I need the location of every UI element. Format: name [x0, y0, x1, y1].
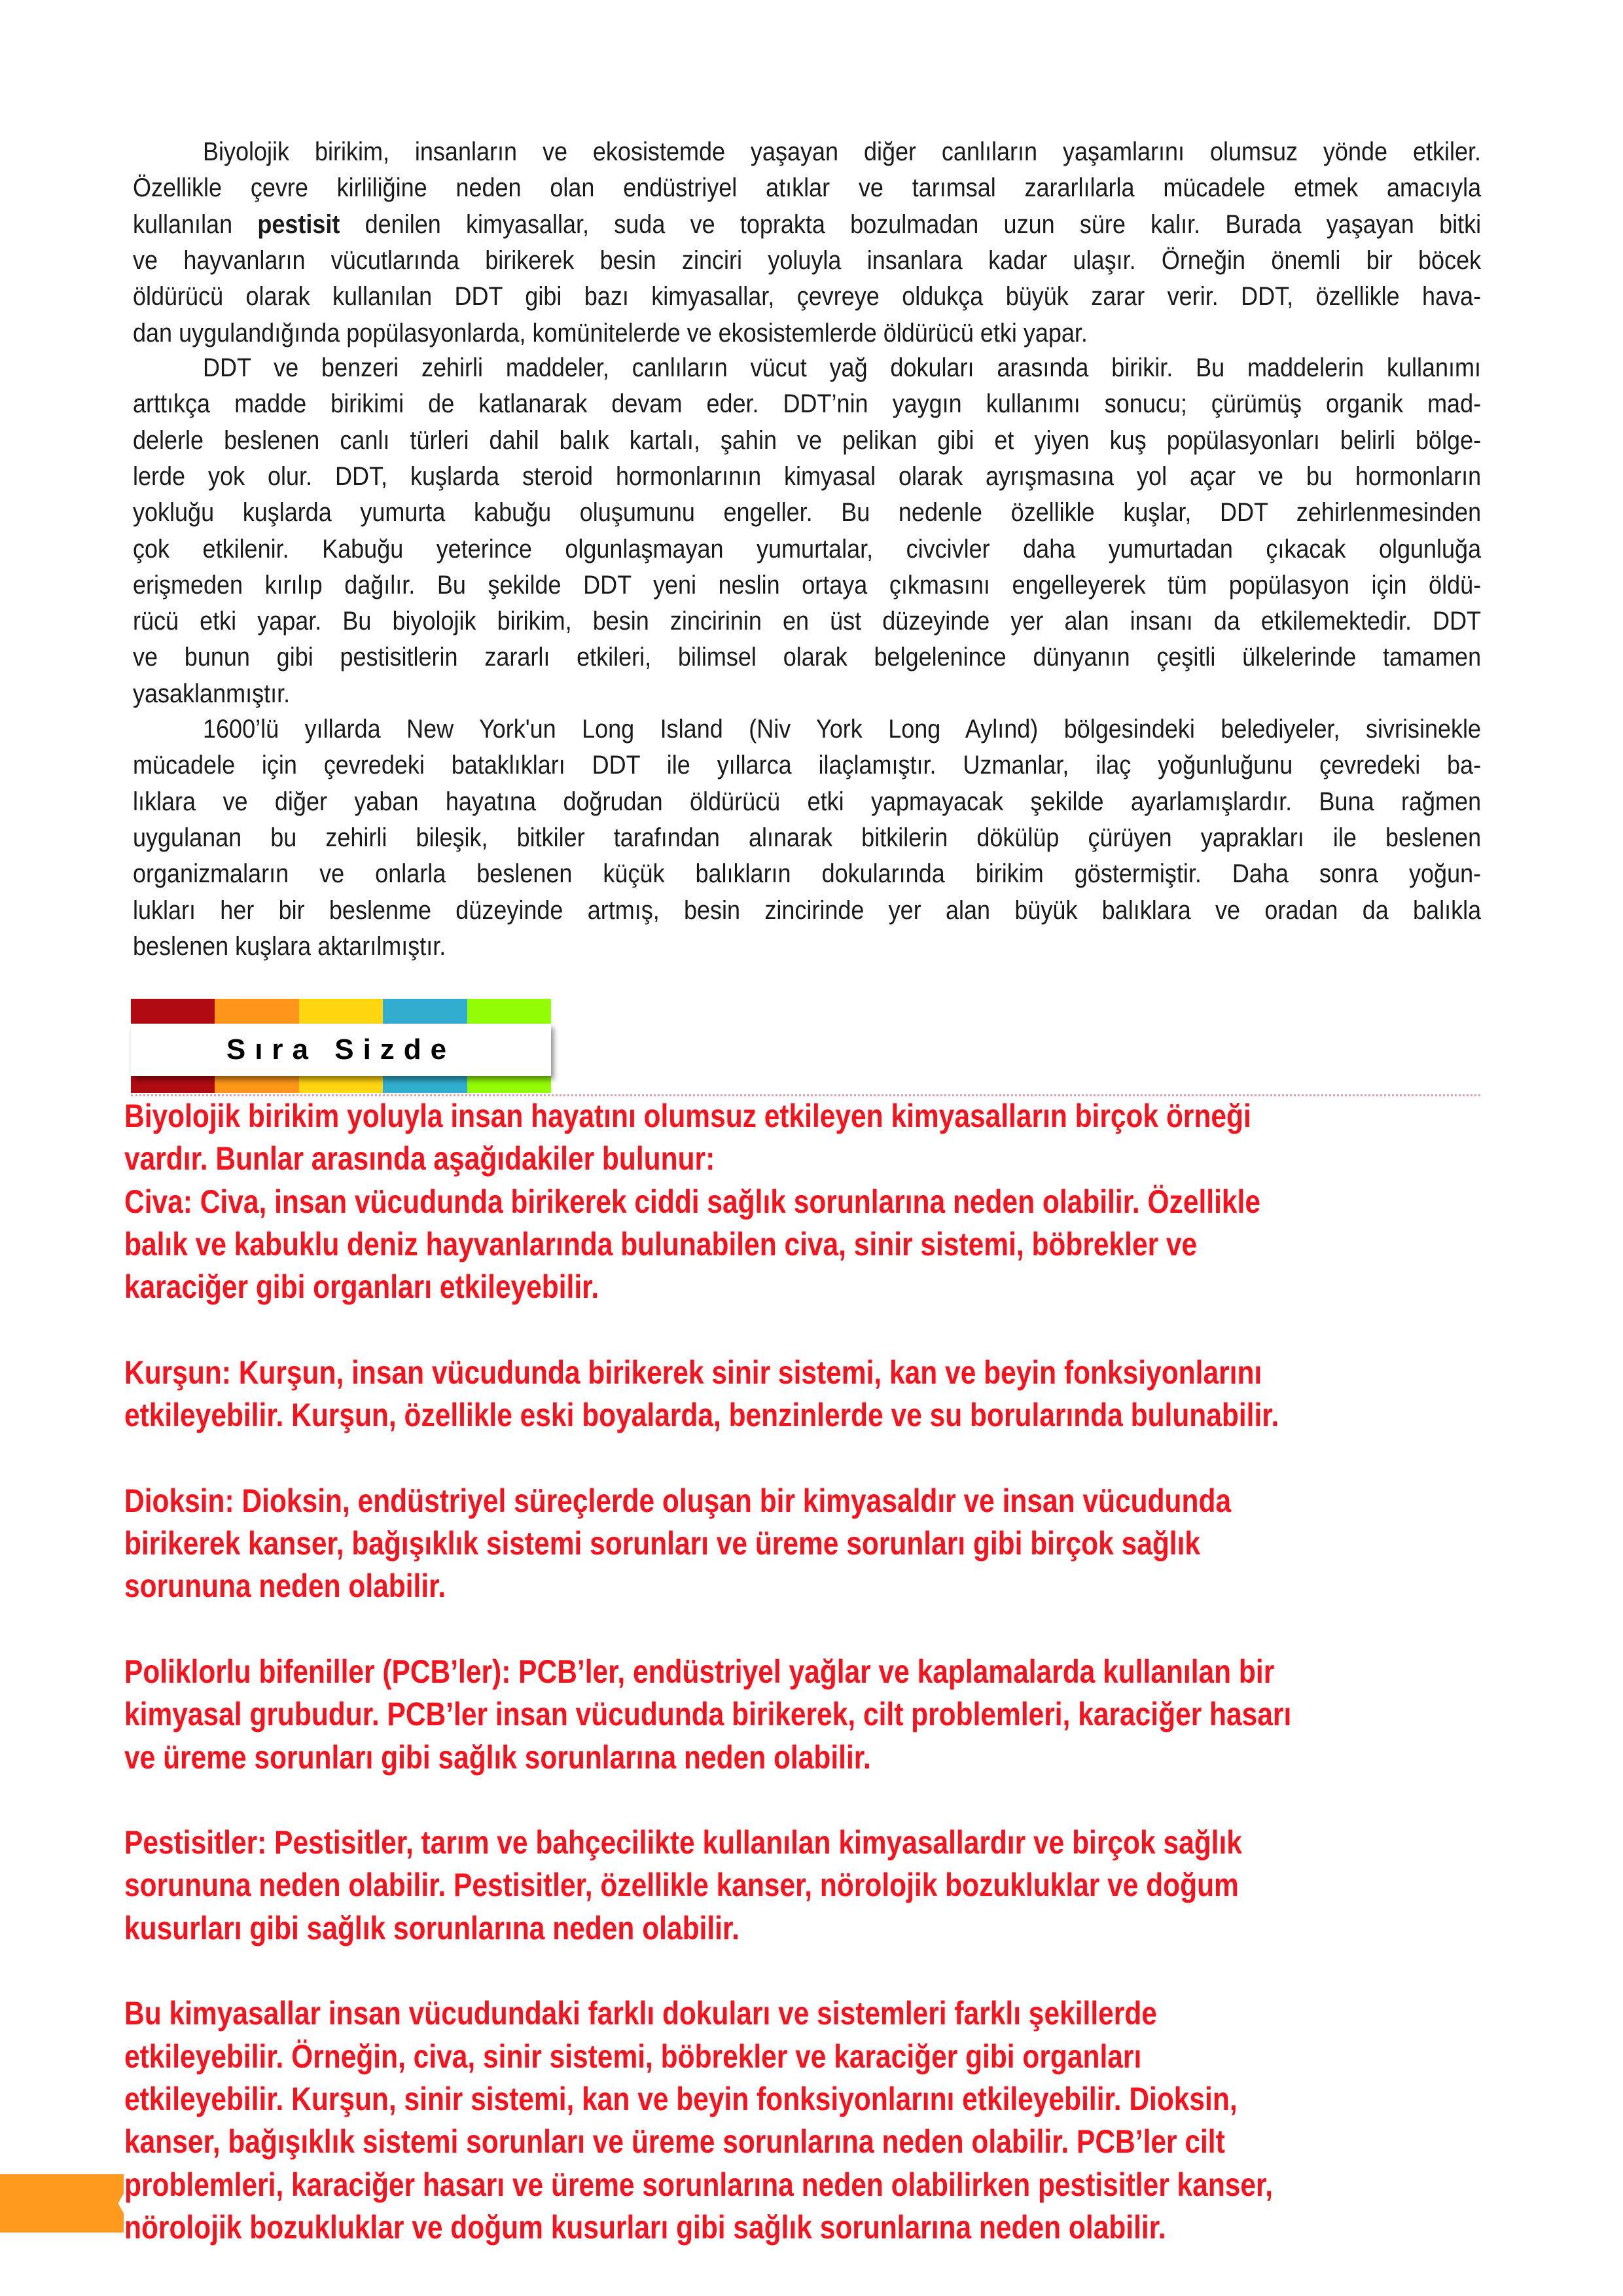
text-line: mücadele için çevredeki bataklıkları DDT ile yıllarca ilaçlamıştır. Uzmanlar, ilaç yoğunluğunu çevredeki ba- — [133, 751, 1482, 780]
text-line — [133, 207, 1481, 243]
text-segment: kullanılan — [133, 209, 258, 239]
text-line: çok etkilenir. Kabuğu yeterince olgunlaşmayan yumurtalar, civcivler daha yumurtadan çıkacak olgunluğa — [133, 534, 1482, 564]
answer-line: ve üreme sorunları gibi sağlık sorunlarına neden olabilir. — [124, 1738, 871, 1776]
text-line: erişmeden kırılıp dağılır. Bu şekilde DDT yeni neslin ortaya çıkmasını engelleyerek tüm popülasyon için öldü- — [133, 570, 1482, 600]
answer-line: problemleri, karaciğer hasarı ve üreme sorunlarına neden olabilirken pestisitler kanser, — [124, 2166, 1274, 2203]
answer-line: vardır. Bunlar arasında aşağıdakiler bulunur: — [124, 1140, 715, 1177]
answer-line: Pestisitler: Pestisitler, tarım ve bahçecilikte kullanılan kimyasallardır ve birçok sağlık — [124, 1824, 1242, 1861]
text-line: dan uygulandığında popülasyonlarda, komünitelerde ve ekosistemlerde öldürücü etki yapar. — [133, 318, 1088, 348]
color-strip — [131, 1075, 215, 1093]
text-line: ve hayvanların vücutlarında birikerek besin zinciri yoluyla insanlara kadar ulaşır. Örneğin önemli bir böcek — [133, 245, 1482, 275]
text-line: lukları her bir beslenme düzeyinde artmış, besin zincirinde yer alan büyük balıklara ve oradan da balıkla — [133, 895, 1482, 925]
text-segment: denilen kimyasallar, suda ve toprakta bozulmadan uzun süre kalır. Burada yaşayan bitki — [340, 209, 1482, 239]
answer-line: Poliklorlu bifeniller (PCB’ler): PCB’ler, endüstriyel yağlar ve kaplamalarda kullanılan bir — [124, 1653, 1275, 1690]
color-strip — [299, 1075, 383, 1093]
color-strip — [215, 999, 298, 1025]
answer-line: kanser, bağışıklık sistemi sorunları ve üreme sorunlarına neden olabilir. PCB’ler cilt — [124, 2123, 1225, 2161]
text-line: öldürücü olarak kullanılan DDT gibi bazı kimyasallar, çevreye oldukça büyük zarar verir. DDT, özellikle hava- — [133, 282, 1482, 312]
answer-line: sorununa neden olabilir. Pestisitler, özellikle kanser, nörolojik bozukluklar ve doğum — [124, 1867, 1239, 1904]
answer-line: Kurşun: Kurşun, insan vücudunda birikerek sinir sistemi, kan ve beyin fonksiyonlarını — [124, 1354, 1262, 1391]
text-line: beslenen kuşlara aktarılmıştır. — [133, 931, 446, 961]
text-line: DDT ve benzeri zehirli maddeler, canlıların vücut yağ dokuları arasında birikir. Bu maddelerin kullanımı — [203, 353, 1481, 382]
answer-line: kimyasal grubudur. PCB’ler insan vücudunda birikerek, cilt problemleri, karaciğer hasarı — [124, 1696, 1292, 1733]
answer-line: balık ve kabuklu deniz hayvanlarında bulunabilen civa, sinir sistemi, böbrekler ve — [124, 1225, 1198, 1263]
answer-line: etkileyebilir. Kurşun, sinir sistemi, kan ve beyin fonksiyonlarını etkileyebilir. Dioksin, — [124, 2080, 1238, 2117]
answer-line: etkileyebilir. Kurşun, özellikle eski boyalarda, benzinlerde ve su borularında bulunabilir. — [124, 1397, 1279, 1434]
answer-line: birikerek kanser, bağışıklık sistemi sorunları ve üreme sorunları gibi birçok sağlık — [124, 1525, 1201, 1562]
color-strip — [215, 1075, 298, 1093]
answer-line: Bu kimyasallar insan vücudundaki farklı dokuları ve sistemleri farklı şekillerde — [124, 1995, 1157, 2032]
text-line: uygulanan bu zehirli bileşik, bitkiler tarafından alınarak bitkilerin dökülüp çürüyen yaprakları ile beslenen — [133, 823, 1482, 852]
page-tab-marker — [0, 2174, 124, 2233]
answer-line: Civa: Civa, insan vücudunda birikerek ciddi sağlık sorunlarına neden olabilir. Özellikle — [124, 1183, 1260, 1220]
sira-sizde-banner — [131, 999, 551, 1093]
text-line: lıklara ve diğer yaban hayatına doğrudan öldürücü etki yapmayacak şekilde ayarlamışlardır. Buna rağmen — [133, 787, 1482, 816]
answer-line: nörolojik bozukluklar ve doğum kusurları gibi sağlık sorunlarına neden olabilir. — [124, 2208, 1166, 2246]
answer-line: Dioksin: Dioksin, endüstriyel süreçlerde oluşan bir kimyasaldır ve insan vücudunda — [124, 1482, 1232, 1519]
answer-line: karaciğer gibi organları etkileyebilir. — [124, 1268, 599, 1306]
color-strip — [467, 1075, 551, 1093]
text-line: delerle beslenen canlı türleri dahil balık kartalı, şahin ve pelikan gibi et yiyen kuş popülasyonları belirli bölge- — [133, 425, 1482, 455]
color-strip — [383, 1075, 467, 1093]
text-line: Biyolojik birikim, insanların ve ekosistemde yaşayan diğer canlıların yaşamlarını olumsuz yönde etkiler. — [203, 137, 1481, 166]
text-line: arttıkça madde birikimi de katlanarak devam eder. DDT’nin yaygın kullanımı sonucu; çürümüş organik mad- — [133, 389, 1482, 419]
answer-line: sorununa neden olabilir. — [124, 1568, 446, 1605]
bold-term: pestisit — [257, 209, 340, 239]
text-line: Özellikle çevre kirliliğine neden olan endüstriyel atıklar ve tarımsal zararlılarla mücadele etmek amacıyla — [133, 173, 1482, 203]
color-strip — [467, 999, 551, 1025]
color-strip — [131, 999, 215, 1025]
answer-line: Biyolojik birikim yoluyla insan hayatını olumsuz etkileyen kimyasalların birçok örneği — [124, 1098, 1251, 1134]
answer-line: kusurları gibi sağlık sorunlarına neden olabilir. — [124, 1909, 740, 1946]
text-line: ve bunun gibi pestisitlerin zararlı etkileri, bilimsel olarak belgelenince dünyanın çeşitli ülkelerinde tamamen — [133, 643, 1482, 672]
text-line: yokluğu kuşlarda yumurta kabuğu oluşumunu engeller. Bu nedenle özellikle kuşlar, DDT zehirlenmesinden — [133, 498, 1482, 528]
text-line: organizmaların ve onlarla beslenen küçük balıkların dokularında birikim göstermiştir. Daha sonra yoğun- — [133, 859, 1482, 889]
text-line: yasaklanmıştır. — [133, 679, 291, 708]
color-strip — [383, 999, 467, 1025]
banner-title: Sıra Sizde — [226, 1033, 456, 1066]
text-line: lerde yok olur. DDT, kuşlarda steroid hormonlarının kimyasal olarak ayrışmasına yol açar ve bu hormonların — [133, 461, 1482, 491]
banner-label-box — [131, 1024, 551, 1076]
color-strip — [299, 999, 383, 1025]
answer-line: etkileyebilir. Örneğin, civa, sinir sistemi, böbrekler ve karaciğer gibi organları — [124, 2037, 1142, 2075]
text-line: rücü etki yapar. Bu biyolojik birikim, besin zincirinin en üst düzeyinde yer alan insanı da etkilemektedir. DDT — [133, 607, 1482, 636]
text-line: 1600’lü yıllarda New York'un Long Island (Niv York Long Aylınd) bölgesindeki belediyeler, sivrisinekle — [203, 715, 1481, 744]
